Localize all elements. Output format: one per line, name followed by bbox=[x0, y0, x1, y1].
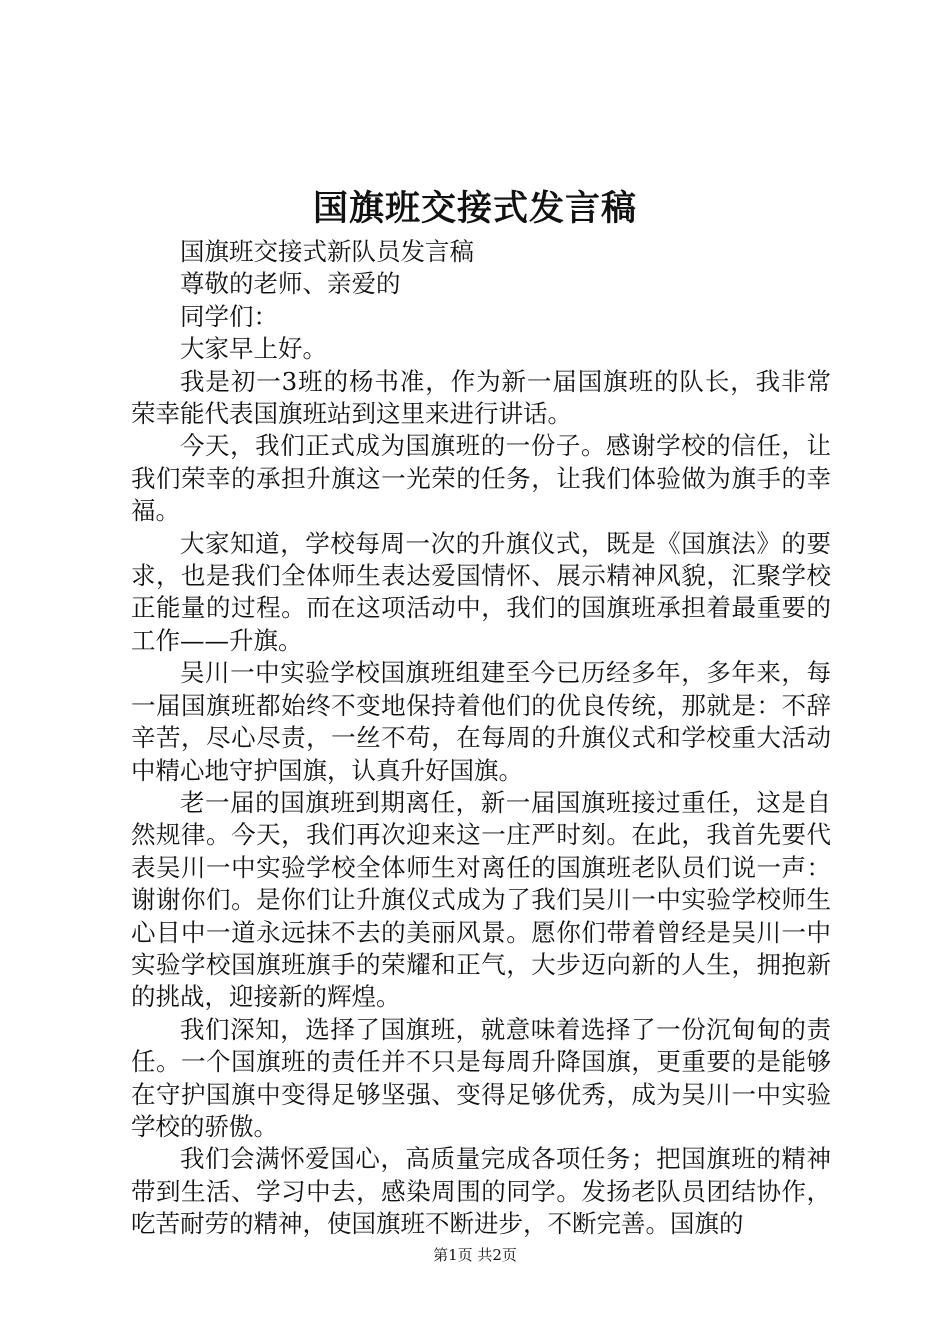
paragraph: 国旗班交接式新队员发言稿 bbox=[180, 237, 474, 266]
document-body bbox=[131, 236, 831, 1241]
document-title: 国旗班交接式发言稿 bbox=[312, 188, 637, 229]
paragraph: 我们会满怀爱国心，高质量完成各项任务；把国旗班的精神带到生活、学习中去，感染周围的同学。发扬老队员团结协作，吃苦耐劳的精神，使国旗班不断进步，不断完善。国旗的 bbox=[131, 1144, 831, 1239]
paragraph: 老一届的国旗班到期离任，新一届国旗班接过重任，这是自然规律。今天，我们再次迎来这一庄严时刻。在此，我首先要代表吴川一中实验学校全体师生对离任的国旗班老队员们说一声：谢谢你们。是你们让升旗仪式成为了我们吴川一中实验学校师生心目中一道永远抹不去的美丽风景。愿你们带着曾经是吴川一中实验学校国旗班旗手的荣耀和正气，大步迈向新的人生，拥抱新的挑战，迎接新的辉煌。 bbox=[131, 787, 831, 1012]
page-footer: 第1页 共2页 bbox=[433, 1246, 517, 1264]
paragraph: 今天，我们正式成为国旗班的一份子。感谢学校的信任，让我们荣幸的承担升旗这一光荣的任务，让我们体验做为旗手的幸福。 bbox=[131, 431, 831, 526]
paragraph: 吴川一中实验学校国旗班组建至今已历经多年，多年来，每一届国旗班都始终不变地保持着他们的优良传统，那就是：不辞辛苦，尽心尽责，一丝不苟，在每周的升旗仪式和学校重大活动中精心地守护国旗，认真升好国旗。 bbox=[131, 658, 831, 785]
paragraph: 同学们： bbox=[180, 301, 278, 331]
paragraph: 尊敬的老师、亲爱的 bbox=[180, 269, 401, 299]
paragraph: 我是初一3班的杨书准，作为新一届国旗班的队长，我非常荣幸能代表国旗班站到这里来进行讲话。 bbox=[131, 366, 831, 429]
paragraph: 大家早上好。 bbox=[180, 334, 327, 364]
paragraph: 我们深知，选择了国旗班，就意味着选择了一份沉甸甸的责任。一个国旗班的责任并不只是每周升降国旗，更重要的是能够在守护国旗中变得足够坚强、变得足够优秀，成为吴川一中实验学校的骄傲。 bbox=[131, 1014, 831, 1141]
paragraph: 大家知道，学校每周一次的升旗仪式，既是《国旗法》的要求，也是我们全体师生表达爱国情怀、展示精神风貌，汇聚学校正能量的过程。而在这项活动中，我们的国旗班承担着最重要的工作——升旗。 bbox=[131, 528, 831, 655]
